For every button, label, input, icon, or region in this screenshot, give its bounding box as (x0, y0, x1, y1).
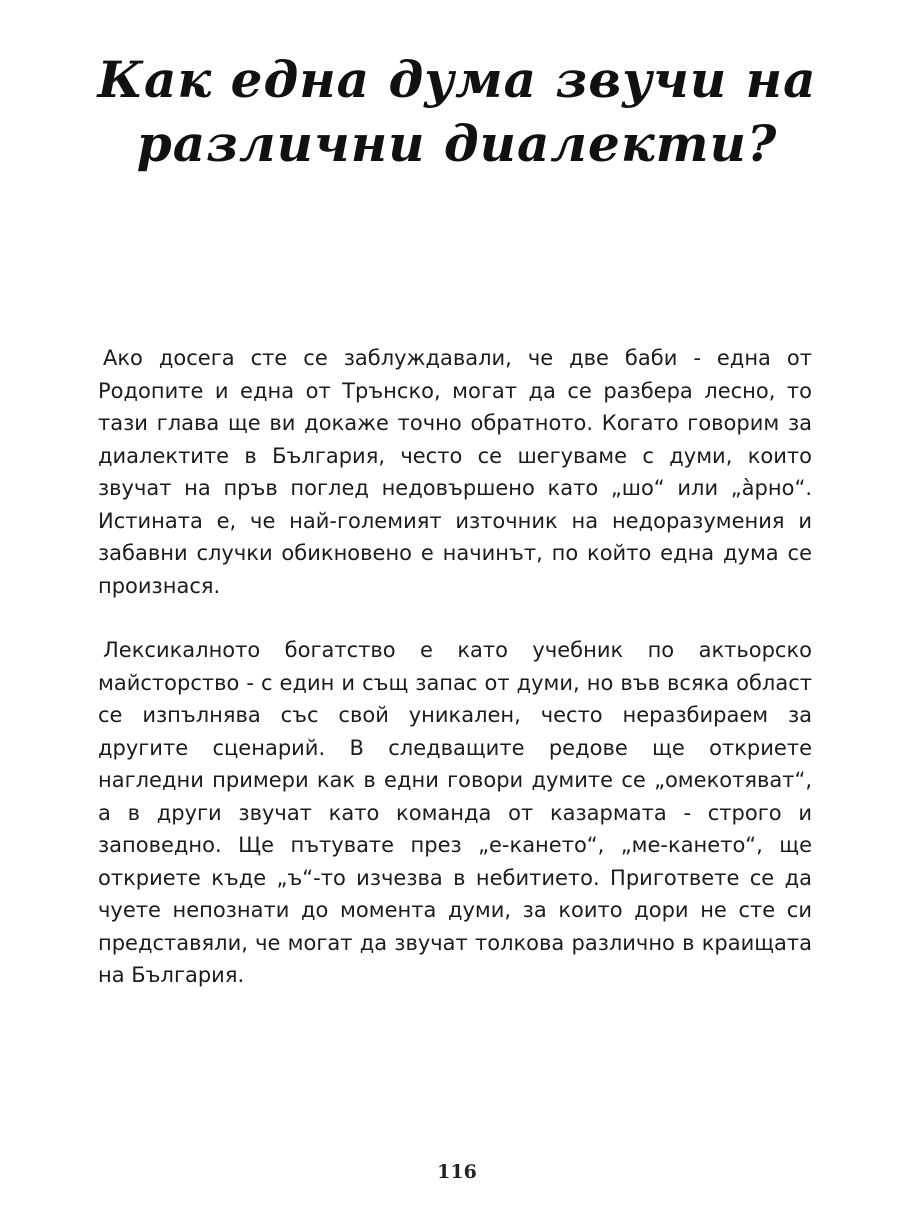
page-number: 116 (437, 1161, 477, 1183)
chapter-body (98, 342, 812, 992)
chapter-title (60, 48, 854, 176)
chapter-title-line-2: различни диалекти? (136, 114, 778, 173)
chapter-title-line-1: Как една дума звучи на (97, 50, 817, 109)
paragraph-lexical-richness: Лексикалното богатство е като учебник по актьорско майсторство - с един и същ запас от думи, но във всяка област се изпълнява със свой уникален, често неразбираем за другите сценарий. В следващите редове ще откриете нагледни примери как в едни говори думите се „омекотяват“, а в други звучат като команда от казармата - строго и заповедно. Ще пътувате през „е-кането“, „ме-кането“, ще откриете къде „ъ“-то изчезва в небитието. Пригответе се да чуете непознати до момента думи, за които дори не сте си представяли, че могат да звучат толкова различно в краищата на България. (98, 638, 812, 987)
paragraph-intro: Ако досега сте се заблуждавали, че две баби - една от Родопите и една от Трънско, могат да се разбера лесно, то тази глава ще ви докаже точно обратното. Когато говорим за диалектите в България, често се шегуваме с думи, които звучат на пръв поглед недовършено като „шо“ или „а̀рно“. Истината е, че най-големият източник на недоразумения и забавни случки обикновено е начинът, по който една дума се произнася. (98, 346, 812, 598)
